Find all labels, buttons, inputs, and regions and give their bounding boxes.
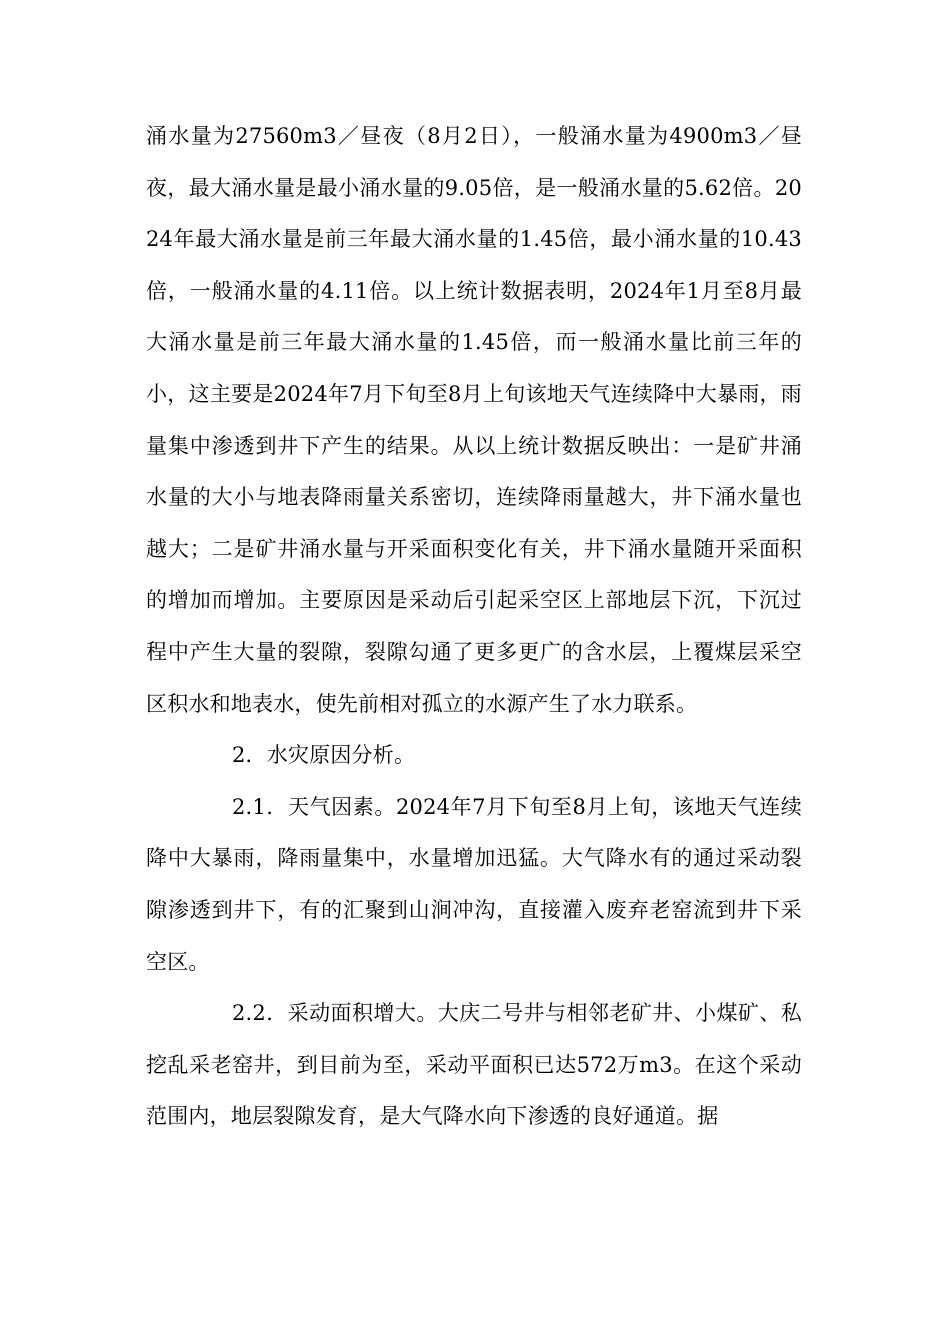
paragraph-mining-area-increase: 2.2．采动面积增大。大庆二号井与相邻老矿井、小煤矿、私挖乱采老窑井，到目前为至，采动平面积已达572万m3。在这个采动范围内，地层裂隙发育，是大气降水向下渗透的良好通道。据 [146, 1001, 802, 1129]
paragraph-water-inflow-statistics: 涌水量为27560m3／昼夜（8月2日），一般涌水量为4900m3／昼夜，最大涌水量是最小涌水量的9.05倍，是一般涌水量的5.62倍。2024年最大涌水量是前三年最大涌水量的1.45倍，最小涌水量的10.43倍，一般涌水量的4.11倍。以上统计数据表明，2024年1月至8月最大涌水量是前三年最大涌水量的1.45倍，而一般涌水量比前三年的小，这主要是2024年7月下旬至8月上旬该地天气连续降中大暴雨，雨量集中渗透到井下产生的结果。从以上统计数据反映出：一是矿井涌水量的大小与地表降雨量关系密切，连续降雨量越大，井下涌水量也越大；二是矿井涌水量与开采面积变化有关，井下涌水量随开采面积的增加而增加。主要原因是采动后引起采空区上部地层下沉，下沉过程中产生大量的裂隙，裂隙勾通了更多更广的含水层，上覆煤层采空区积水和地表水，使先前相对孤立的水源产生了水力联系。 [146, 124, 802, 716]
section-heading-flood-cause-analysis: 2．水灾原因分析。 [232, 743, 416, 768]
document-page [146, 111, 802, 1143]
paragraph-weather-factor: 2.1．天气因素。2024年7月下旬至8月上旬，该地天气连续降中大暴雨，降雨量集中，水量增加迅猛。大气降水有的通过采动裂隙渗透到井下，有的汇聚到山涧冲沟，直接灌入废弃老窑流到井下采空区。 [146, 794, 802, 974]
